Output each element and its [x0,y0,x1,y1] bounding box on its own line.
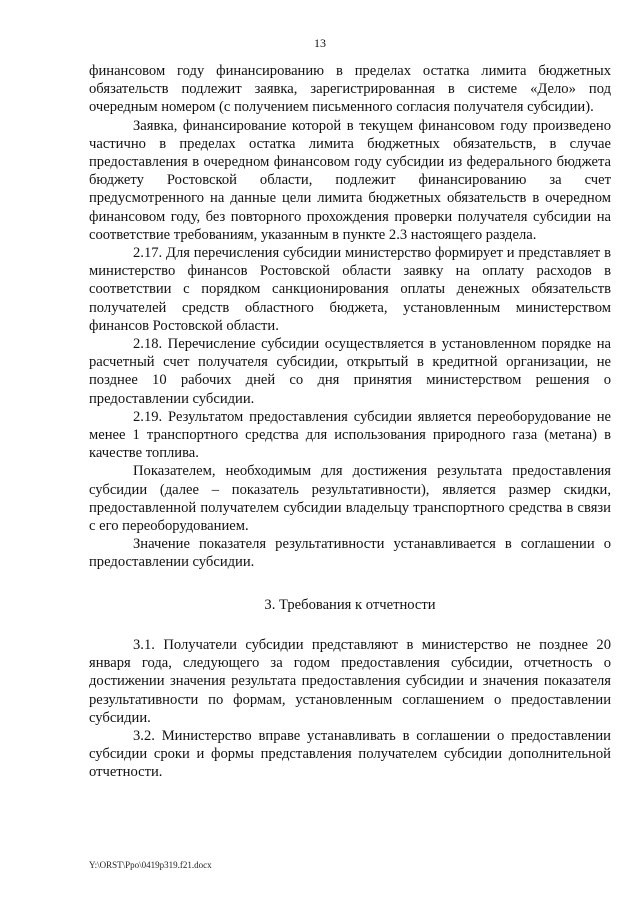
paragraph: финансовом году финансированию в пределах остатка лимита бюджетных обязательств подлежит заявка, зарегистрированная в системе «Дело» под очередным номером (с получением письменного согласия получателя субсидии). [89,63,611,116]
document-body [89,62,611,782]
section-heading: 3. Требования к отчетности [264,596,436,613]
paragraph-3-1: 3.1. Получатели субсидии представляют в министерство не позднее 20 января года, следующего за годом предоставления субсидии, отчетность о достижении значения результата предоставления субсидии и значения показателя результативности по формам, установленным соглашением о предоставлении субсидии. [89,636,611,726]
paragraph-2-17: 2.17. Для перечисления субсидии министерство формирует и представляет в министерство финансов Ростовской области заявку на оплату расходов в соответствии с порядком санкционирования оплаты денежных обязательств получателей средств областного бюджета, установленным министерством финансов Ростовской области. [89,245,611,334]
page-number: 13 [314,36,326,50]
paragraph: Значение показателя результативности устанавливается в соглашении о предоставлении субсидии. [89,536,611,571]
footer-file-path: Y:\ORST\Ppo\0419p319.f21.docx [89,860,212,870]
paragraph-2-18: 2.18. Перечисление субсидии осуществляется в установленном порядке на расчетный счет получателя субсидии, открытый в кредитной организации, не позднее 10 рабочих дней со дня принятия министерством решения о предоставлении субсидии. [89,336,611,407]
paragraph: Заявка, финансирование которой в текущем финансовом году произведено частично в пределах остатка лимита бюджетных обязательств, в случае предоставления в очередном финансовом году субсидии из федерального бюджета бюджету Ростовской области, подлежит финансированию за счет предусмотренного на данные цели лимита бюджетных обязательств в очередном финансовом году, без повторного прохождения проверки получателя субсидии на соответствие требованиям, указанным в пункте 2.3 настоящего раздела. [89,117,611,243]
paragraph-2-19: 2.19. Результатом предоставления субсидии является переоборудование не менее 1 транспортного средства для использования природного газа (метана) в качестве топлива. [89,408,611,462]
paragraph-3-2: 3.2. Министерство вправе устанавливать в соглашении о предоставлении субсидии сроки и формы представления получателем субсидии дополнительной отчетности. [89,727,611,781]
paragraph: Показателем, необходимым для достижения результата предоставления субсидии (далее – показатель результативности), является размер скидки, предоставленной получателем субсидии владельцу транспортного средства в связи с его переоборудованием. [89,463,611,535]
